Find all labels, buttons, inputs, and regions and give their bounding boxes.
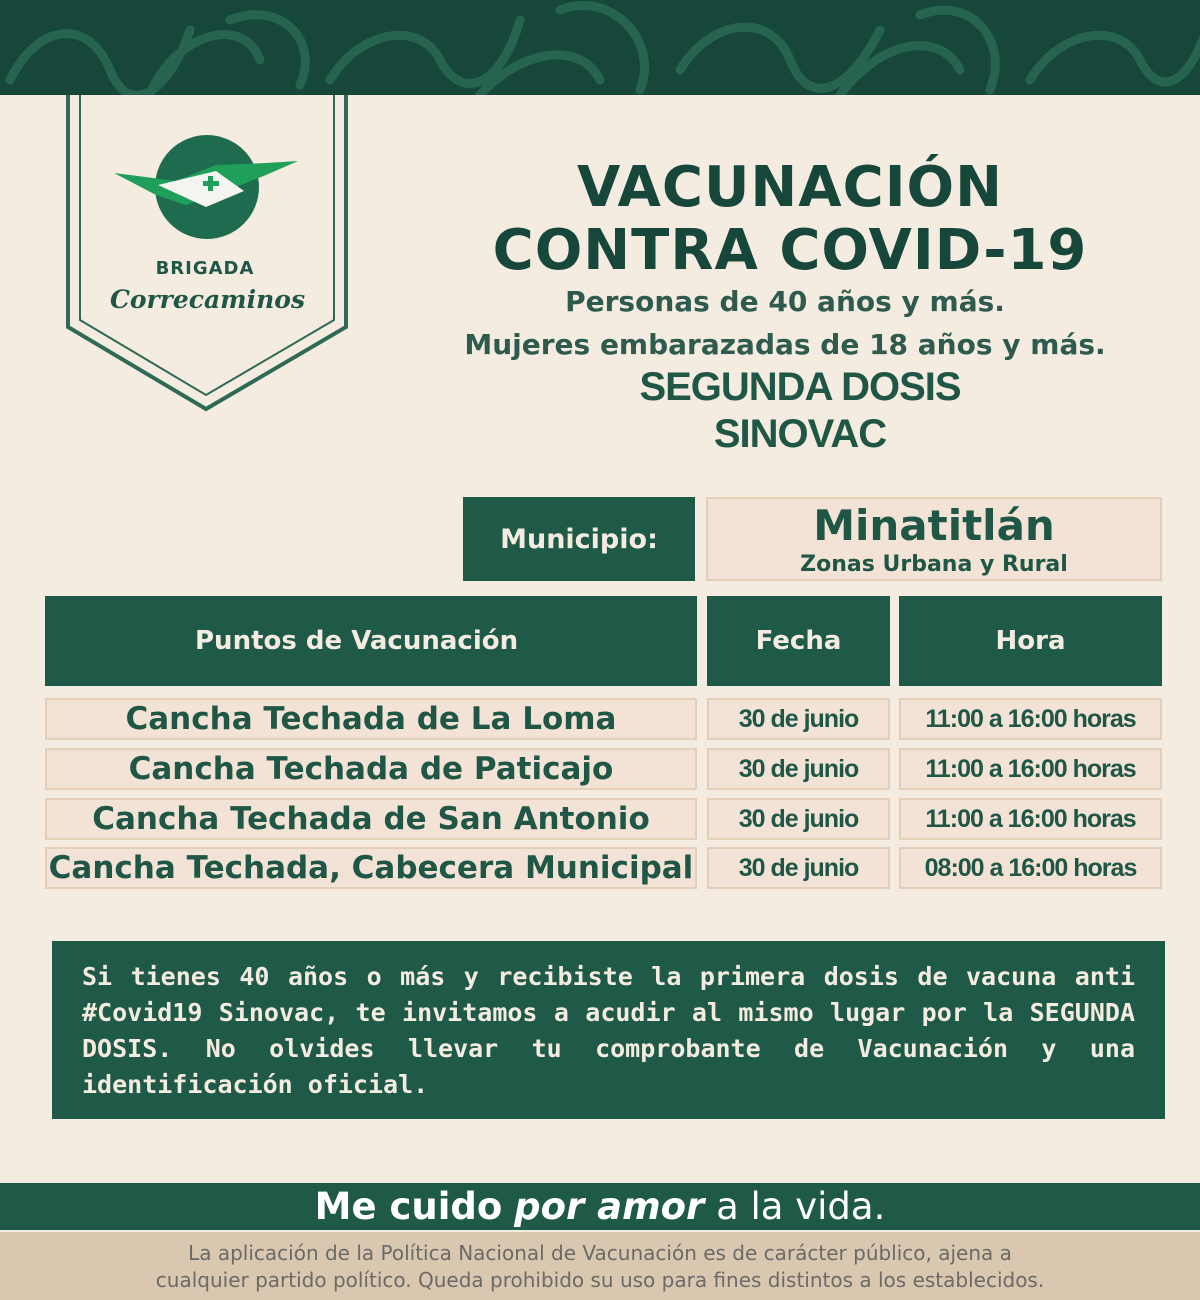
subtitle-line-1: Personas de 40 años y más. xyxy=(565,285,1005,318)
slogan-part-2: por amor xyxy=(514,1185,705,1228)
header-places: Puntos de Vacunación xyxy=(45,596,697,686)
header-hour: Hora xyxy=(899,596,1162,686)
municipio-zones: Zonas Urbana y Rural xyxy=(800,552,1068,577)
hour-cell: 11:00 a 16:00 horas xyxy=(899,748,1162,790)
municipio-label: Municipio: xyxy=(463,497,695,581)
date-cell: 30 de junio xyxy=(707,847,890,889)
hour-cell: 11:00 a 16:00 horas xyxy=(899,798,1162,840)
legal-line-1: La aplicación de la Política Nacional de Vacunación es de carácter público, ajena a xyxy=(188,1241,1012,1265)
place-cell: Cancha Techada de San Antonio xyxy=(45,798,697,840)
hour-cell: 11:00 a 16:00 horas xyxy=(899,698,1162,740)
slogan-bar xyxy=(0,1183,1200,1230)
legal-line-2: cualquier partido político. Queda prohibido su uso para fines distintos a los establecidos. xyxy=(155,1268,1045,1292)
decorative-header-band xyxy=(0,0,1200,95)
info-note-text: Si tienes 40 años o más y recibiste la primera dosis de vacuna anti #Covid19 Sinovac, te invitamos a acudir al mismo lugar por la SEGUNDA DOSIS. No olvides llevar tu comprobante de Vacunación y una identificación oficial. xyxy=(82,962,1135,1099)
brigada-badge xyxy=(66,95,348,413)
place-cell: Cancha Techada, Cabecera Municipal xyxy=(45,847,697,889)
header-date: Fecha xyxy=(707,596,890,686)
slogan-part-3: a la vida. xyxy=(716,1185,886,1228)
title-line-2: CONTRA COVID-19 xyxy=(492,218,1088,283)
legal-disclaimer xyxy=(0,1232,1200,1300)
title-line-1: VACUNACIÓN xyxy=(576,155,1004,220)
date-cell: 30 de junio xyxy=(707,798,890,840)
info-note xyxy=(52,941,1165,1119)
place-cell: Cancha Techada de La Loma xyxy=(45,698,697,740)
date-cell: 30 de junio xyxy=(707,698,890,740)
municipio-name: Minatitlán xyxy=(813,501,1055,550)
subtitle-line-2: Mujeres embarazadas de 18 años y más. xyxy=(464,328,1106,361)
slogan xyxy=(0,1183,1200,1230)
slogan-part-1: Me cuido xyxy=(314,1185,503,1228)
date-cell: 30 de junio xyxy=(707,748,890,790)
dose-line-2: SINOVAC xyxy=(713,412,887,456)
hour-cell: 08:00 a 16:00 horas xyxy=(899,847,1162,889)
correcaminos-label: Correcaminos xyxy=(109,285,306,314)
dose-line-1: SEGUNDA DOSIS xyxy=(639,365,961,409)
brigada-label: BRIGADA xyxy=(155,258,255,279)
municipio-value-box xyxy=(706,497,1162,581)
place-cell: Cancha Techada de Paticajo xyxy=(45,748,697,790)
